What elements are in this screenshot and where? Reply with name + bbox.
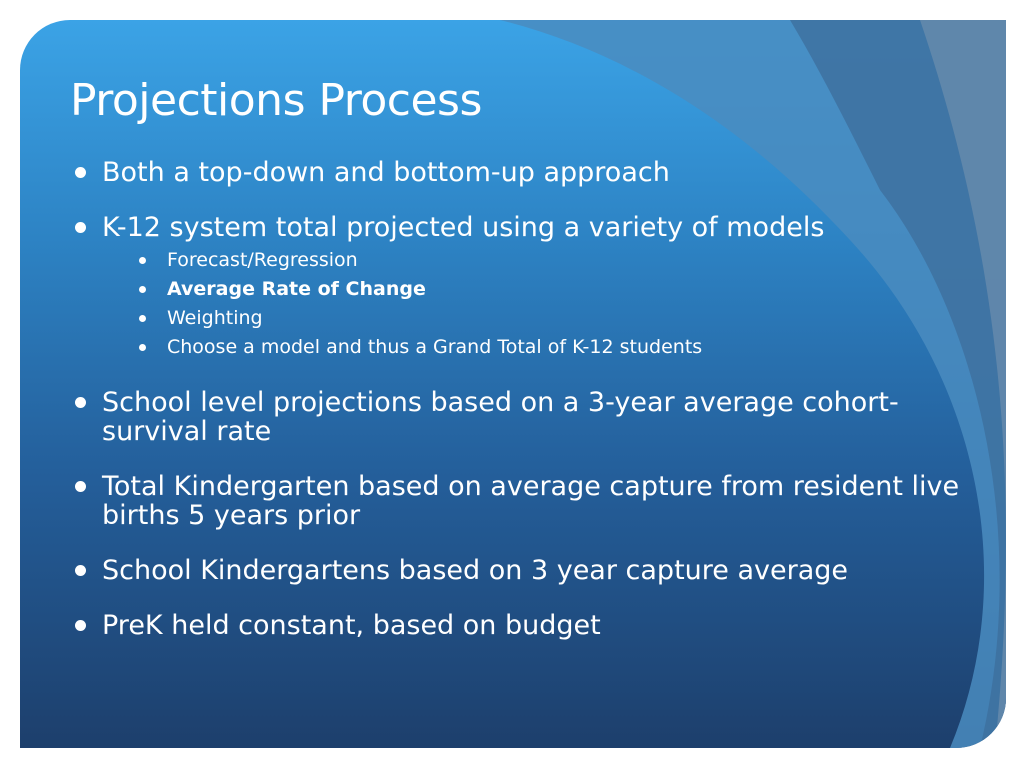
- bullet-text: School Kindergartens based on 3 year capture average: [102, 555, 848, 586]
- sub-bullet-text: Choose a model and thus a Grand Total of K-12 students: [167, 336, 703, 358]
- sub-bullet-list: [102, 246, 975, 362]
- sub-bullet-item: [139, 304, 975, 333]
- bullet-dot-icon: [75, 222, 86, 233]
- sub-bullet-item: [139, 333, 975, 362]
- slide: [20, 20, 1006, 748]
- bullet-item: [75, 472, 975, 530]
- sub-bullet-text: Weighting: [167, 307, 263, 329]
- bullet-item: [75, 388, 975, 446]
- bullet-dot-icon: [75, 167, 86, 178]
- sub-bullet-dot-icon: [139, 344, 146, 351]
- bullet-item: [75, 556, 975, 585]
- bullet-list: [75, 158, 975, 640]
- sub-bullet-dot-icon: [139, 257, 146, 264]
- sub-bullet-item: [139, 275, 975, 304]
- bullet-text: Total Kindergarten based on average capture from resident live births 5 years prior: [102, 471, 960, 531]
- sub-bullet-item: [139, 246, 975, 275]
- bullet-text: School level projections based on a 3-year average cohort-survival rate: [102, 387, 899, 447]
- bullet-area: [75, 158, 975, 666]
- slide-content: [20, 20, 1006, 748]
- bullet-item: [75, 158, 975, 187]
- bullet-text: Both a top-down and bottom-up approach: [102, 157, 670, 188]
- sub-bullet-text: Average Rate of Change: [167, 278, 426, 300]
- bullet-text: K-12 system total projected using a variety of models: [102, 212, 825, 243]
- bullet-dot-icon: [75, 565, 86, 576]
- slide-title: Projections Process: [70, 75, 482, 126]
- sub-bullet-text: Forecast/Regression: [167, 249, 358, 271]
- bullet-item: [75, 611, 975, 640]
- sub-bullet-dot-icon: [139, 315, 146, 322]
- bullet-text: PreK held constant, based on budget: [102, 610, 601, 641]
- bullet-dot-icon: [75, 397, 86, 408]
- bullet-dot-icon: [75, 481, 86, 492]
- bullet-item: [75, 213, 975, 362]
- bullet-dot-icon: [75, 620, 86, 631]
- sub-bullet-dot-icon: [139, 286, 146, 293]
